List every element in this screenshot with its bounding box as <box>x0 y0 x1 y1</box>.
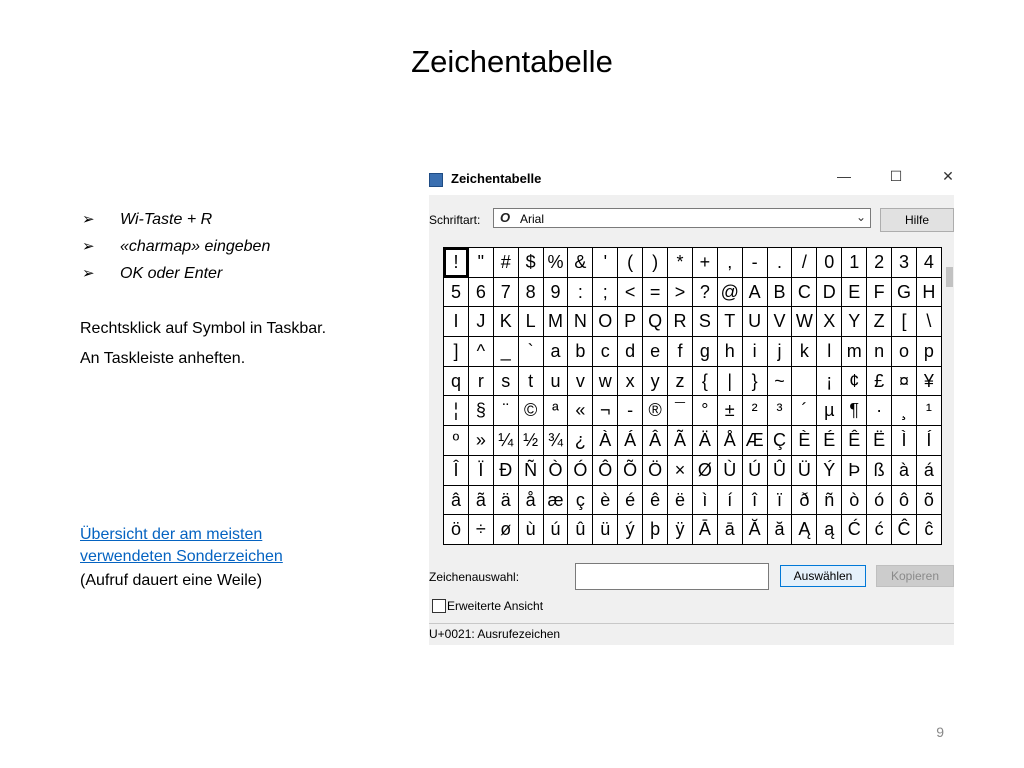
char-cell[interactable]: ~ <box>768 367 793 397</box>
char-cell[interactable]: ½ <box>519 426 544 456</box>
charmap-app-icon <box>429 173 443 187</box>
char-cell[interactable]: þ <box>643 515 668 545</box>
char-cell[interactable]: ú <box>544 515 569 545</box>
char-cell[interactable]: ¬ <box>593 396 618 426</box>
char-cell[interactable]: C <box>792 278 817 308</box>
char-cell[interactable]: 3 <box>892 248 917 278</box>
char-cell[interactable]: x <box>618 367 643 397</box>
char-cell[interactable]: o <box>892 337 917 367</box>
char-cell[interactable]: ð <box>792 486 817 516</box>
char-cell[interactable]: Â <box>643 426 668 456</box>
char-cell[interactable]: g <box>693 337 718 367</box>
char-cell[interactable]: û <box>568 515 593 545</box>
char-cell[interactable]: á <box>917 456 942 486</box>
char-cell[interactable]: ® <box>643 396 668 426</box>
char-cell[interactable]: È <box>792 426 817 456</box>
char-cell[interactable]: Ò <box>544 456 569 486</box>
chevron-down-icon: ⌄ <box>855 210 866 224</box>
char-cell[interactable]: L <box>519 307 544 337</box>
char-cell[interactable]: Í <box>917 426 942 456</box>
char-cell[interactable]: Ó <box>568 456 593 486</box>
char-cell[interactable]: Ĉ <box>892 515 917 545</box>
char-cell[interactable]: Ă <box>743 515 768 545</box>
selection-label: Zeichenauswahl: <box>429 570 520 584</box>
char-cell[interactable] <box>792 367 817 397</box>
arrow-bullet-icon: ➢ <box>82 238 95 255</box>
character-grid <box>443 247 942 545</box>
char-cell[interactable]: > <box>668 278 693 308</box>
char-cell[interactable]: ¹ <box>917 396 942 426</box>
char-cell[interactable]: w <box>593 367 618 397</box>
char-cell[interactable]: Y <box>842 307 867 337</box>
char-cell[interactable]: ' <box>593 248 618 278</box>
opentype-font-icon: O <box>500 210 511 225</box>
bullet-item <box>80 206 270 233</box>
char-cell[interactable]: ë <box>668 486 693 516</box>
char-cell[interactable]: ! <box>444 248 469 278</box>
char-cell[interactable]: ä <box>494 486 519 516</box>
char-cell[interactable]: c <box>593 337 618 367</box>
char-cell[interactable]: G <box>892 278 917 308</box>
char-cell[interactable]: À <box>593 426 618 456</box>
char-cell[interactable]: ô <box>892 486 917 516</box>
copy-button[interactable]: Kopieren <box>876 565 954 587</box>
char-cell[interactable]: B <box>768 278 793 308</box>
char-cell[interactable]: Ą <box>792 515 817 545</box>
char-cell[interactable]: Ê <box>842 426 867 456</box>
char-cell[interactable]: ñ <box>817 486 842 516</box>
char-cell[interactable]: < <box>618 278 643 308</box>
char-cell[interactable]: ÷ <box>469 515 494 545</box>
char-cell[interactable]: - <box>743 248 768 278</box>
char-cell[interactable]: ù <box>519 515 544 545</box>
char-cell[interactable]: u <box>544 367 569 397</box>
char-cell[interactable]: E <box>842 278 867 308</box>
char-cell[interactable]: ć <box>867 515 892 545</box>
char-cell[interactable]: ¡ <box>817 367 842 397</box>
char-cell[interactable]: Ð <box>494 456 519 486</box>
char-cell[interactable]: Î <box>444 456 469 486</box>
char-cell[interactable]: Æ <box>743 426 768 456</box>
char-cell[interactable]: S <box>693 307 718 337</box>
status-text: U+0021: Ausrufezeichen <box>429 627 561 641</box>
font-label: Schriftart: <box>429 213 481 227</box>
charmap-window <box>429 165 954 645</box>
char-cell[interactable]: ; <box>593 278 618 308</box>
char-cell[interactable]: ) <box>643 248 668 278</box>
char-cell[interactable]: 9 <box>544 278 569 308</box>
bullet-item <box>80 260 270 287</box>
char-cell[interactable]: ß <box>867 456 892 486</box>
char-cell[interactable]: Ý <box>817 456 842 486</box>
char-cell[interactable]: \ <box>917 307 942 337</box>
char-cell[interactable]: Á <box>618 426 643 456</box>
char-cell[interactable]: Ã <box>668 426 693 456</box>
char-cell[interactable]: å <box>519 486 544 516</box>
char-cell[interactable]: è <box>593 486 618 516</box>
char-cell[interactable]: p <box>917 337 942 367</box>
char-cell[interactable]: . <box>768 248 793 278</box>
page-number: 9 <box>936 724 944 740</box>
char-cell[interactable]: A <box>743 278 768 308</box>
char-cell[interactable]: Ù <box>718 456 743 486</box>
bullet-item <box>80 233 270 260</box>
char-cell[interactable]: } <box>743 367 768 397</box>
char-cell[interactable]: ê <box>643 486 668 516</box>
char-cell[interactable]: / <box>792 248 817 278</box>
char-cell[interactable]: Ú <box>743 456 768 486</box>
loading-note: (Aufruf dauert eine Weile) <box>80 572 263 589</box>
char-cell[interactable]: Ì <box>892 426 917 456</box>
char-cell[interactable]: Q <box>643 307 668 337</box>
char-cell[interactable]: Ü <box>792 456 817 486</box>
char-cell[interactable]: _ <box>494 337 519 367</box>
char-cell[interactable]: l <box>817 337 842 367</box>
char-cell[interactable]: $ <box>519 248 544 278</box>
char-cell[interactable]: ° <box>693 396 718 426</box>
char-cell[interactable]: { <box>693 367 718 397</box>
bullet-text: «charmap» eingeben <box>120 238 271 255</box>
char-cell[interactable]: n <box>867 337 892 367</box>
slide-title: Zeichentabelle <box>411 44 613 79</box>
char-cell[interactable]: § <box>469 396 494 426</box>
char-cell[interactable]: Ç <box>768 426 793 456</box>
char-cell[interactable]: d <box>618 337 643 367</box>
char-cell[interactable]: z <box>668 367 693 397</box>
grid-scrollbar[interactable] <box>945 247 954 545</box>
help-button[interactable]: Hilfe <box>880 208 954 232</box>
char-cell[interactable]: ¾ <box>544 426 569 456</box>
char-cell[interactable]: - <box>618 396 643 426</box>
arrow-bullet-icon: ➢ <box>82 211 95 228</box>
char-cell[interactable]: 6 <box>469 278 494 308</box>
char-cell[interactable]: * <box>668 248 693 278</box>
char-cell[interactable]: ą <box>817 515 842 545</box>
char-cell[interactable]: â <box>444 486 469 516</box>
char-cell[interactable]: Ö <box>643 456 668 486</box>
char-cell[interactable]: ? <box>693 278 718 308</box>
char-cell[interactable]: ` <box>519 337 544 367</box>
char-cell[interactable]: 0 <box>817 248 842 278</box>
font-dropdown[interactable] <box>493 208 871 228</box>
char-cell[interactable]: q <box>444 367 469 397</box>
arrow-bullet-icon: ➢ <box>82 265 95 282</box>
window-title: Zeichentabelle <box>451 171 542 186</box>
char-cell[interactable]: Ø <box>693 456 718 486</box>
char-cell[interactable]: v <box>568 367 593 397</box>
char-cell[interactable]: & <box>568 248 593 278</box>
char-cell[interactable]: » <box>469 426 494 456</box>
char-cell[interactable]: | <box>718 367 743 397</box>
char-cell[interactable]: Þ <box>842 456 867 486</box>
char-cell[interactable]: ´ <box>792 396 817 426</box>
char-cell[interactable]: X <box>817 307 842 337</box>
char-cell[interactable]: @ <box>718 278 743 308</box>
char-cell[interactable]: M <box>544 307 569 337</box>
char-cell[interactable]: ò <box>842 486 867 516</box>
char-cell[interactable]: Ë <box>867 426 892 456</box>
char-cell[interactable]: F <box>867 278 892 308</box>
char-cell[interactable]: ă <box>768 515 793 545</box>
char-cell[interactable]: « <box>568 396 593 426</box>
char-cell[interactable]: æ <box>544 486 569 516</box>
char-cell[interactable]: ¨ <box>494 396 519 426</box>
advanced-view-label[interactable]: Erweiterte Ansicht <box>447 599 544 613</box>
char-cell[interactable]: r <box>469 367 494 397</box>
scrollbar-thumb[interactable] <box>946 267 953 287</box>
char-cell[interactable]: ¸ <box>892 396 917 426</box>
font-value: Arial <box>520 212 545 226</box>
char-cell[interactable]: ¿ <box>568 426 593 456</box>
char-cell[interactable]: ª <box>544 396 569 426</box>
char-cell[interactable]: m <box>842 337 867 367</box>
char-cell[interactable]: O <box>593 307 618 337</box>
bullet-text: Wi-Taste + R <box>120 211 213 228</box>
char-cell[interactable]: 1 <box>842 248 867 278</box>
char-cell[interactable]: ü <box>593 515 618 545</box>
char-cell[interactable]: ¼ <box>494 426 519 456</box>
char-cell[interactable]: P <box>618 307 643 337</box>
maximize-button[interactable]: ☐ <box>889 168 903 184</box>
char-cell[interactable]: ø <box>494 515 519 545</box>
char-cell[interactable]: T <box>718 307 743 337</box>
char-cell[interactable]: í <box>718 486 743 516</box>
char-cell[interactable]: õ <box>917 486 942 516</box>
char-cell[interactable]: V <box>768 307 793 337</box>
paragraph-line: An Taskleiste anheften. <box>80 350 246 367</box>
char-cell[interactable]: ¢ <box>842 367 867 397</box>
paragraph-line: Rechtsklick auf Symbol in Taskbar. <box>80 320 327 337</box>
char-cell[interactable]: ó <box>867 486 892 516</box>
char-cell[interactable]: 4 <box>917 248 942 278</box>
char-cell[interactable]: a <box>544 337 569 367</box>
char-cell[interactable]: ( <box>618 248 643 278</box>
char-cell[interactable]: K <box>494 307 519 337</box>
char-cell[interactable]: ã <box>469 486 494 516</box>
special-chars-link-line[interactable]: verwendeten Sonderzeichen <box>80 548 283 565</box>
char-cell[interactable]: µ <box>817 396 842 426</box>
char-cell[interactable]: 8 <box>519 278 544 308</box>
char-cell[interactable]: ÿ <box>668 515 693 545</box>
char-cell[interactable]: Ï <box>469 456 494 486</box>
char-cell[interactable]: º <box>444 426 469 456</box>
char-cell[interactable]: ^ <box>469 337 494 367</box>
char-cell[interactable]: Z <box>867 307 892 337</box>
char-cell[interactable]: Ā <box>693 515 718 545</box>
char-cell[interactable]: e <box>643 337 668 367</box>
char-cell[interactable]: J <box>469 307 494 337</box>
char-cell[interactable]: 2 <box>867 248 892 278</box>
char-cell[interactable]: Ñ <box>519 456 544 486</box>
char-cell[interactable]: , <box>718 248 743 278</box>
char-cell[interactable]: é <box>618 486 643 516</box>
char-cell[interactable]: à <box>892 456 917 486</box>
char-cell[interactable]: ] <box>444 337 469 367</box>
char-cell[interactable]: ā <box>718 515 743 545</box>
char-cell[interactable]: ì <box>693 486 718 516</box>
char-cell[interactable]: 5 <box>444 278 469 308</box>
char-cell[interactable]: # <box>494 248 519 278</box>
char-cell[interactable]: É <box>817 426 842 456</box>
char-cell[interactable]: R <box>668 307 693 337</box>
char-cell[interactable]: ¯ <box>668 396 693 426</box>
char-cell[interactable]: î <box>743 486 768 516</box>
char-cell[interactable]: Ô <box>593 456 618 486</box>
char-cell[interactable]: ¶ <box>842 396 867 426</box>
char-cell[interactable]: £ <box>867 367 892 397</box>
instruction-list <box>80 206 270 287</box>
char-cell[interactable]: Û <box>768 456 793 486</box>
char-cell[interactable]: + <box>693 248 718 278</box>
char-cell[interactable]: · <box>867 396 892 426</box>
char-cell[interactable]: × <box>668 456 693 486</box>
char-cell[interactable]: h <box>718 337 743 367</box>
char-cell[interactable]: i <box>743 337 768 367</box>
char-cell[interactable]: ö <box>444 515 469 545</box>
status-bar <box>429 623 954 645</box>
char-cell[interactable]: ¤ <box>892 367 917 397</box>
char-cell[interactable]: " <box>469 248 494 278</box>
char-cell[interactable]: = <box>643 278 668 308</box>
char-cell[interactable]: W <box>792 307 817 337</box>
char-cell[interactable]: ± <box>718 396 743 426</box>
special-chars-link-line[interactable]: Übersicht der am meisten <box>80 526 263 543</box>
select-button[interactable]: Auswählen <box>780 565 866 587</box>
char-cell[interactable]: U <box>743 307 768 337</box>
char-cell[interactable]: ¦ <box>444 396 469 426</box>
char-cell[interactable]: ¥ <box>917 367 942 397</box>
char-cell[interactable]: f <box>668 337 693 367</box>
advanced-view-checkbox[interactable] <box>432 599 446 613</box>
char-cell[interactable]: ý <box>618 515 643 545</box>
char-cell[interactable]: © <box>519 396 544 426</box>
bullet-text: OK oder Enter <box>120 265 223 282</box>
char-cell[interactable]: Ä <box>693 426 718 456</box>
title-bar <box>429 165 954 195</box>
minimize-button[interactable]: — <box>837 168 851 184</box>
char-cell[interactable]: Ć <box>842 515 867 545</box>
char-cell[interactable]: Õ <box>618 456 643 486</box>
char-cell[interactable]: N <box>568 307 593 337</box>
char-cell[interactable]: Å <box>718 426 743 456</box>
char-cell[interactable]: s <box>494 367 519 397</box>
special-chars-block <box>80 524 283 592</box>
char-cell[interactable]: % <box>544 248 569 278</box>
char-cell[interactable]: ² <box>743 396 768 426</box>
char-cell[interactable]: ï <box>768 486 793 516</box>
char-cell[interactable]: ĉ <box>917 515 942 545</box>
char-cell[interactable]: ç <box>568 486 593 516</box>
taskbar-paragraph <box>80 314 326 374</box>
char-cell[interactable]: y <box>643 367 668 397</box>
close-button[interactable]: ✕ <box>942 168 954 184</box>
char-cell[interactable]: k <box>792 337 817 367</box>
char-cell[interactable]: ³ <box>768 396 793 426</box>
char-cell[interactable]: j <box>768 337 793 367</box>
char-cell[interactable]: b <box>568 337 593 367</box>
char-cell[interactable]: D <box>817 278 842 308</box>
char-cell[interactable]: [ <box>892 307 917 337</box>
char-cell[interactable]: t <box>519 367 544 397</box>
char-cell[interactable]: : <box>568 278 593 308</box>
char-cell[interactable]: H <box>917 278 942 308</box>
selection-input[interactable] <box>575 563 769 590</box>
char-cell[interactable]: 7 <box>494 278 519 308</box>
char-cell[interactable]: I <box>444 307 469 337</box>
